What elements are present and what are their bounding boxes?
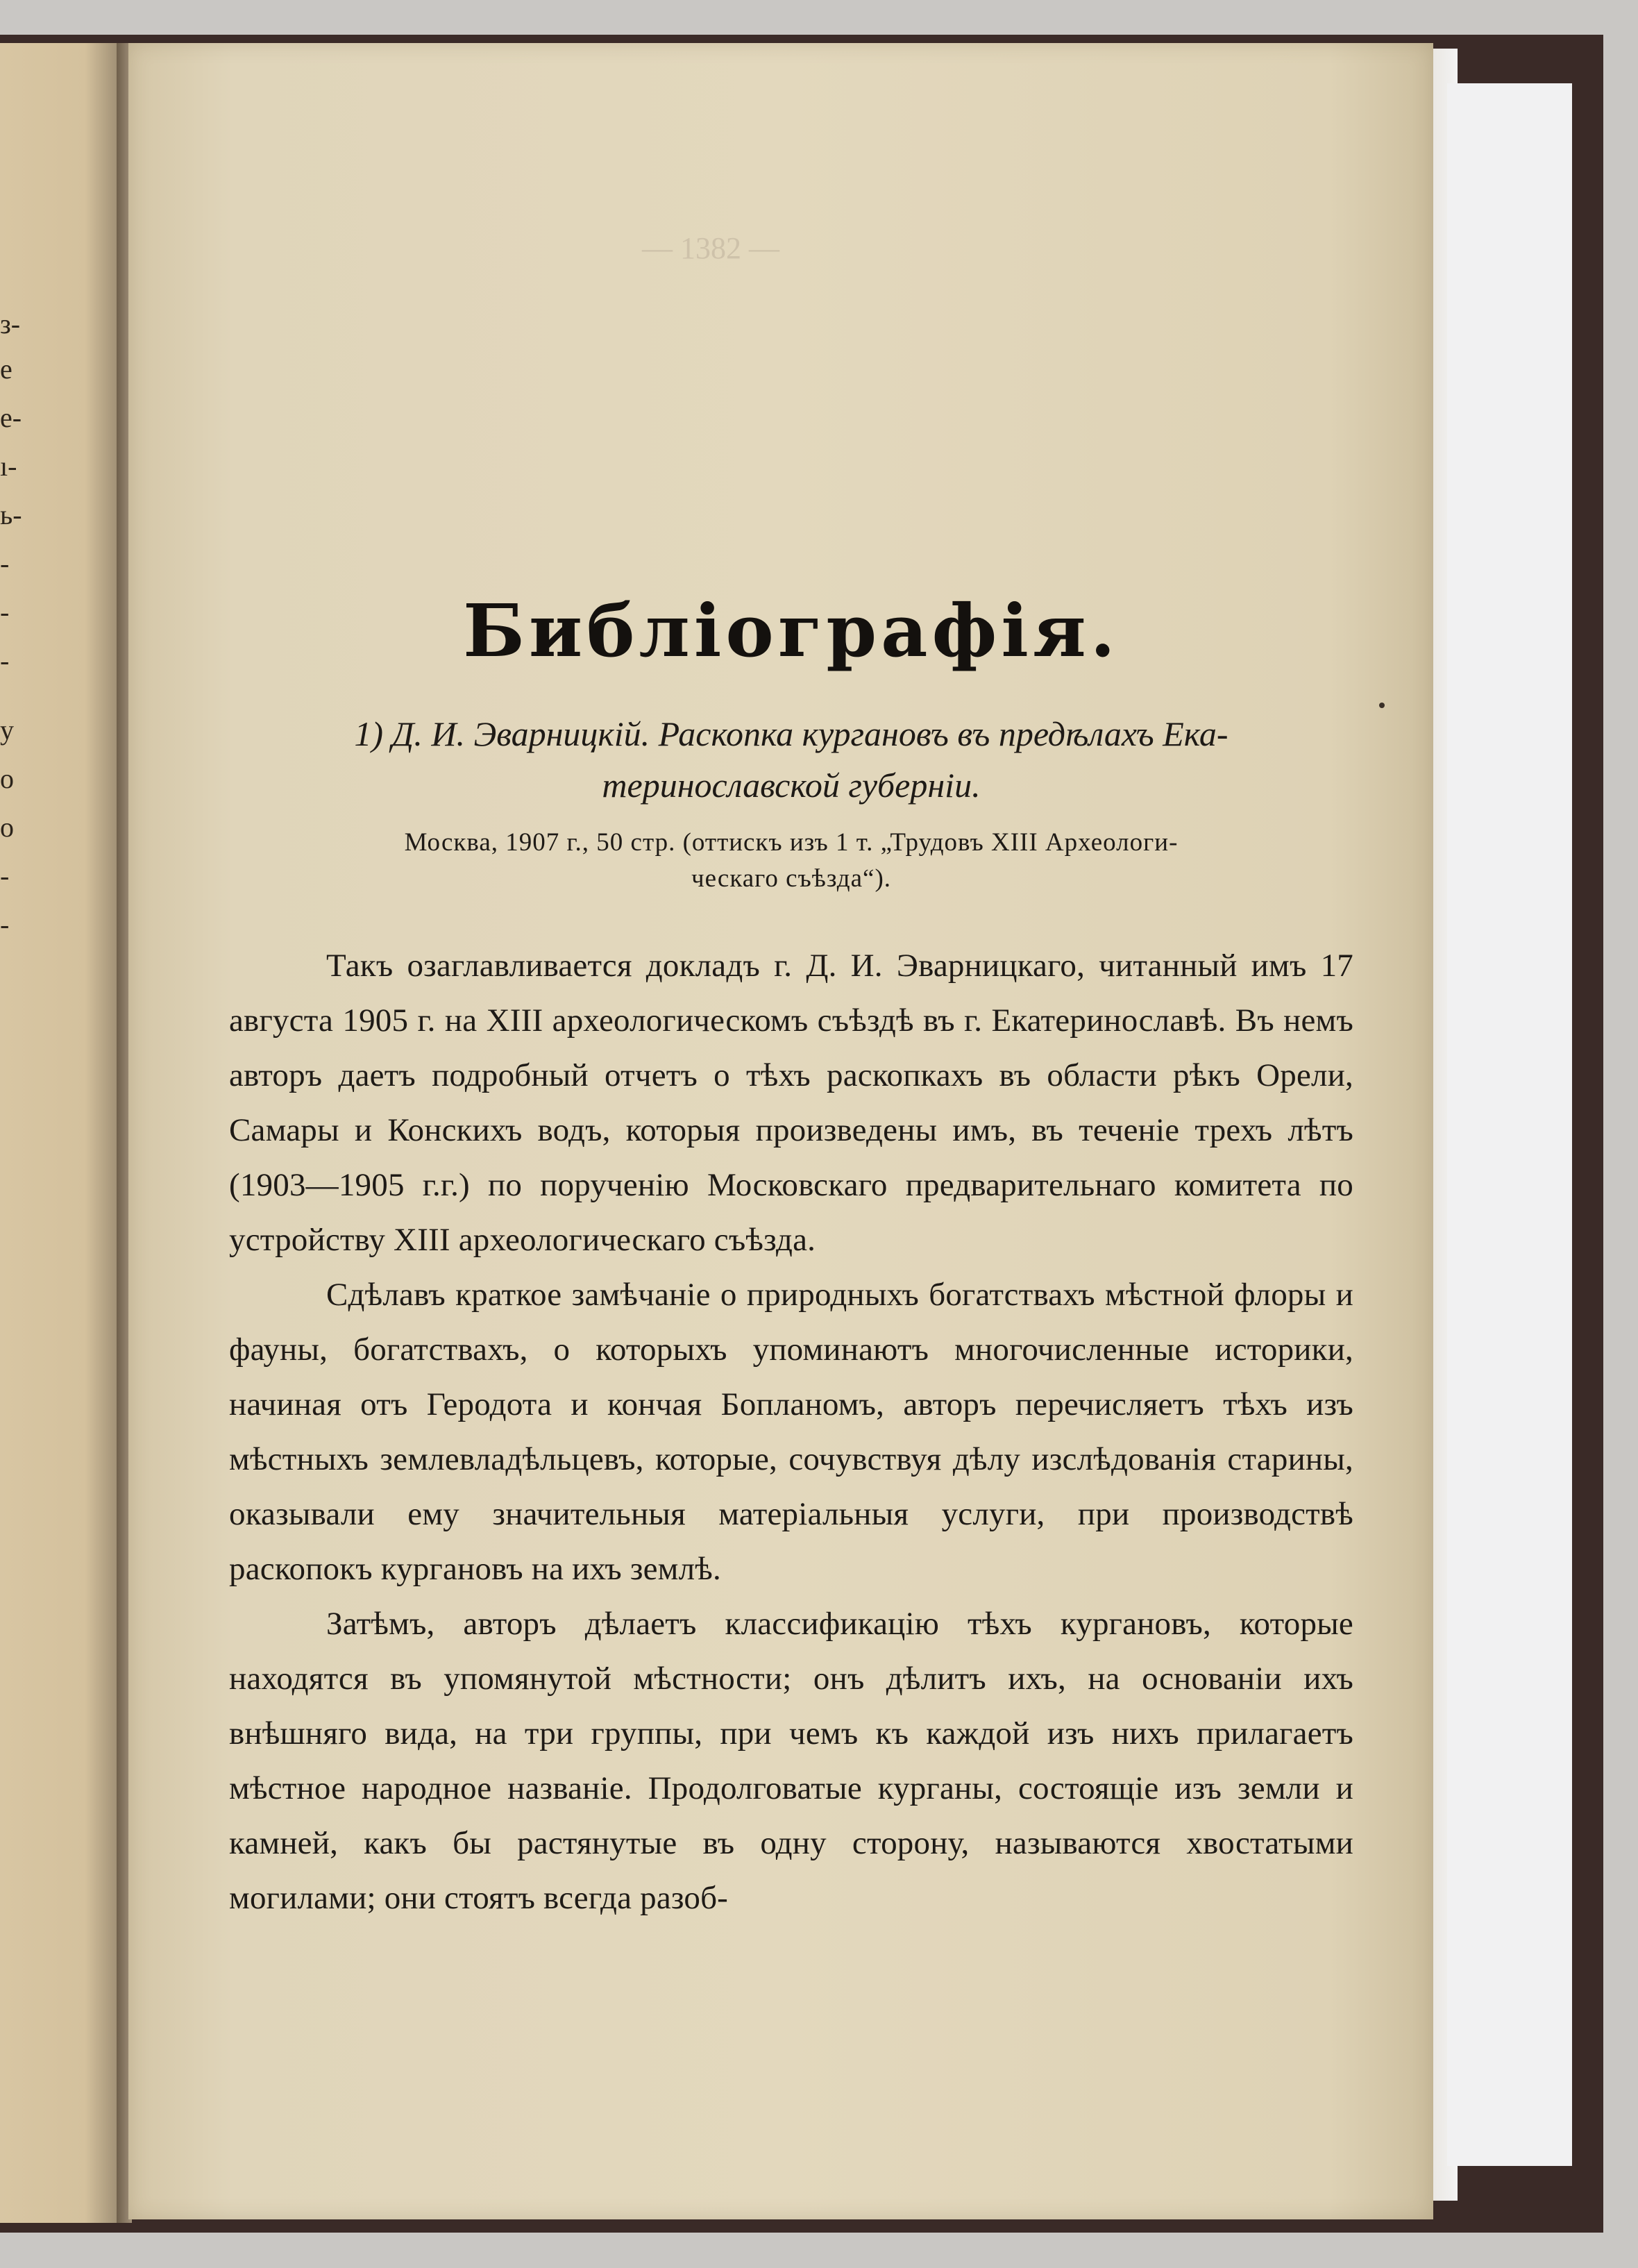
left-page-fragment: ı- [0, 451, 17, 482]
body-paragraph: Такъ озаглавливается докладъ г. Д. И. Эварницкаго, читанный имъ 17 августа 1905 г. на XIII археологическомъ съѣздѣ въ г. Екатеринославѣ. Въ немъ авторъ даетъ подробный отчетъ о тѣхъ раскопкахъ въ области рѣкъ Орели, Самары и Конскихъ водъ, которыя произведены имъ, въ теченіе трехъ лѣтъ (1903—1905 г.г.) по порученію Московскаго предварительнаго комитета по устройству XIII археологическаго съѣзда. [229, 948, 1353, 1258]
left-page-fragment: у [0, 714, 14, 746]
publication-line: ческаго съѣзда“). [691, 864, 892, 893]
left-page-fragment: - [0, 548, 10, 579]
entry-title [229, 708, 1353, 811]
entry-title-line: 1) Д. И. Эварницкій. Раскопка кургановъ въ предѣлахъ Ека- [354, 714, 1228, 753]
book-page [128, 43, 1433, 2219]
left-page-fragment: - [0, 909, 10, 940]
ink-spot [1379, 703, 1385, 708]
left-page-fragment: - [0, 860, 10, 891]
left-page-fragment: з- [0, 308, 21, 339]
entry-publication-info [229, 825, 1353, 897]
left-page-edge [0, 43, 121, 2223]
page-content [229, 588, 1353, 1926]
left-page-fragment: о [0, 812, 14, 843]
publication-line: Москва, 1907 г., 50 стр. (оттискъ изъ 1 т. „Трудовъ XIII Археологи- [404, 828, 1179, 857]
left-page-fragment: ь- [0, 499, 22, 530]
left-page-fragment: - [0, 645, 10, 676]
body-paragraph: Сдѣлавъ краткое замѣчаніе о природныхъ богатствахъ мѣстной флоры и фауны, богатствахъ, о которыхъ упоминаютъ многочисленные историки, начиная отъ Геродота и кончая Бопланомъ, авторъ перечисляетъ тѣхъ изъ мѣстныхъ землевладѣльцевъ, которые, сочувствуя дѣлу изслѣдованія старины, оказывали ему значительныя матеріальныя услуги, при производствѣ раскопокъ кургановъ на ихъ землѣ. [229, 1277, 1353, 1587]
bleed-through-page-number: — 1382 — [642, 231, 779, 265]
left-page-fragment: - [0, 596, 10, 628]
left-page-fragment: о [0, 763, 14, 794]
left-page-fragment: е [0, 353, 12, 385]
body-paragraph: Затѣмъ, авторъ дѣлаетъ классификацію тѣхъ кургановъ, которые находятся въ упомянутой мѣстности; онъ дѣлитъ ихъ, на основаніи ихъ внѣшняго вида, на три группы, при чемъ къ каждой изъ нихъ прилагаетъ мѣстное народное названіе. Продолговатые курганы, состоящіе изъ земли и камней, какъ бы растянутые въ одну сторону, называются хвостатыми могилами; они стоятъ всегда разоб- [229, 1606, 1353, 1916]
white-backing-card [1447, 83, 1572, 2166]
left-page-fragment: е- [0, 402, 22, 433]
entry-title-line: теринославской губерніи. [602, 766, 981, 805]
section-heading: Библіографія. [463, 588, 1120, 673]
